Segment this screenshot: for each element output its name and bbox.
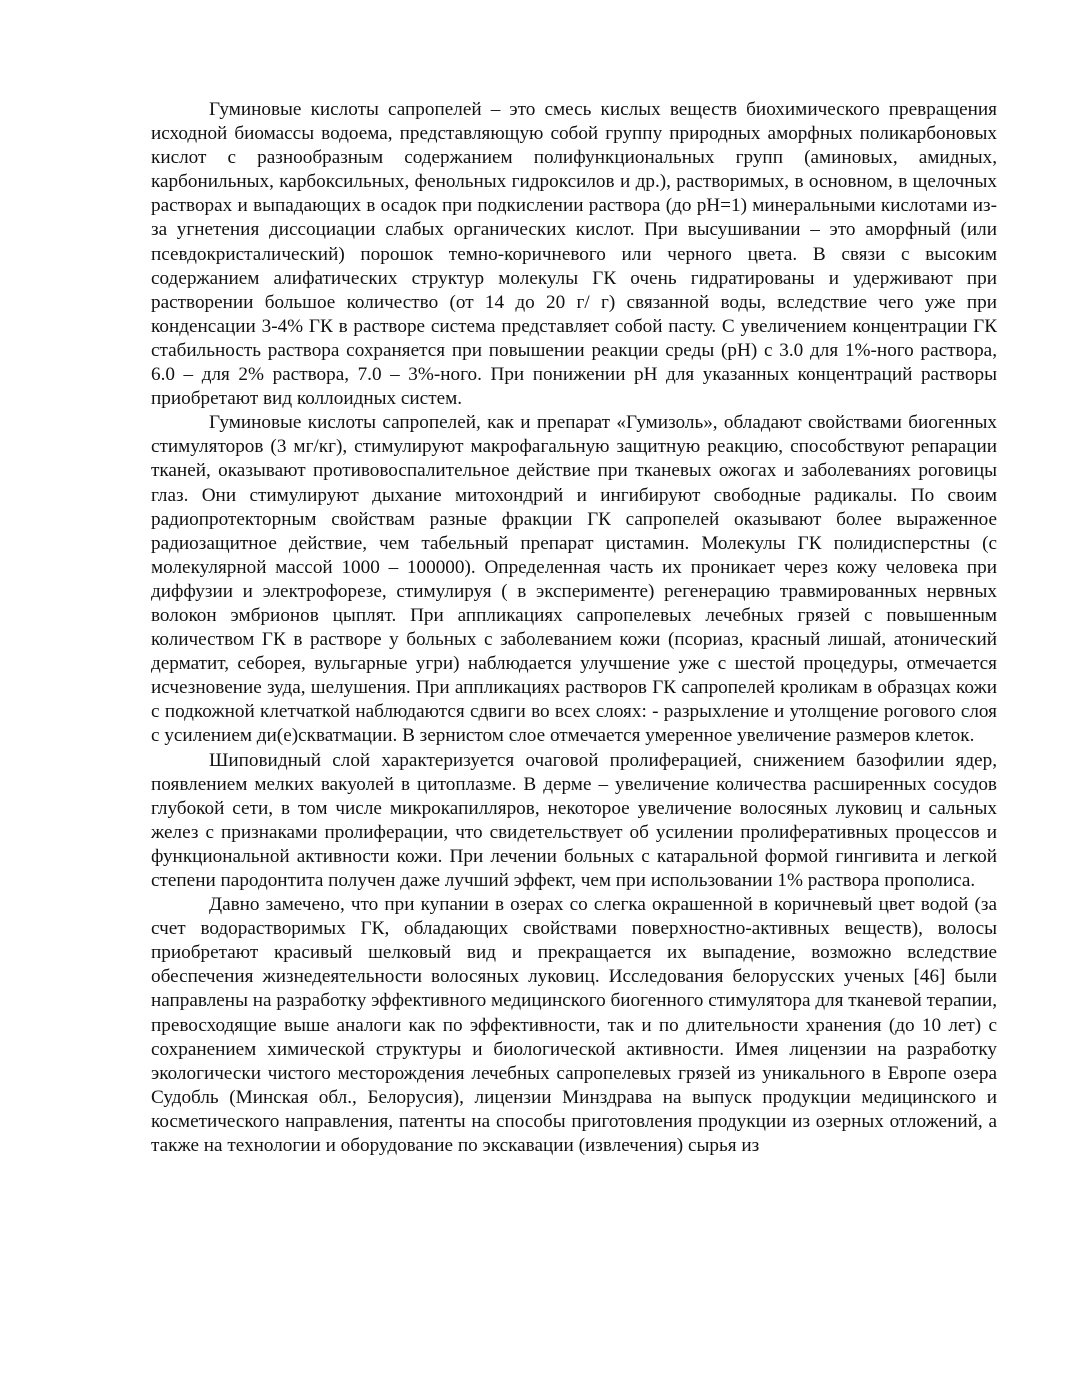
paragraph-humic-acids-definition: Гуминовые кислоты сапропелей – это смесь кислых веществ биохимического превращения исходной биомассы водоема, представляющую собой группу природных аморфных поликарбоновых кислот с разнообразным содержанием полифункциональных групп (аминовых, амидных, карбонильных, карбоксильных, фенольных гидроксилов и др.), растворимых, в основном, в щелочных растворах и выпадающих в осадок при подкислении раствора (до pH=1) минеральными кислотами из-за угнетения диссоциации слабых органических кислот. При высушивании – это аморфный (или псевдокристалический) порошок темно-коричневого или черного цвета. В связи с высоким содержанием алифатических структур молекулы ГК очень гидратированы и удерживают при растворении большое количество (от 14 до 20 г/ г) связанной воды, вследствие чего уже при конденсации 3-4% ГК в растворе система представляет собой пасту. С увеличением концентрации ГК стабильность раствора сохраняется при повышении реакции среды (pH) с 3.0 для 1%-ного раствора, 6.0 – для 2% раствора, 7.0 – 3%-ного. При понижении pH для указанных концентраций растворы приобретают вид коллоидных систем. — [151, 99, 997, 410]
paragraph-bathing-lakes: Давно замечено, что при купании в озерах со слегка окрашенной в коричневый цвет водой (за счет водорастворимых ГК, обладающих свойствами поверхностно-активных веществ), волосы приобретают красивый шелковый вид и прекращается их выпадение, возможно вследствие обеспечения жизнедеятельности волосяных луковиц. Исследования белорусских ученых [46] были направлены на разработку эффективного медицинского биогенного стимулятора для тканевой терапии, превосходящие выше аналоги как по эффективности, так и по длительности хранения (до 10 лет) с сохранением химической структуры и биологической активности. Имея лицензии на разработку экологически чистого месторождения лечебных сапропелевых грязей из уникального в Европе озера Судобль (Минская обл., Белорусия), лицензии Минздрава на выпуск продукции медицинского и косметического направления, патенты на способы приготовления продукции из озерных отложений, а также на технологии и оборудование по экскавации (извлечения) сырья из — [151, 894, 997, 1157]
document-page — [151, 98, 997, 1158]
paragraph-spinous-layer: Шиповидный слой характеризуется очаговой пролиферацией, снижением базофилии ядер, появлением мелких вакуолей в цитоплазме. В дерме – увеличение количества расширенных сосудов глубокой сети, в том числе микрокапилляров, некоторое увеличение волосяных луковиц и сальных желез с признаками пролиферации, что свидетельствует об усилении пролиферативных процессов и функциональной активности кожи. При лечении больных с катаральной формой гингивита и легкой степени пародонтита получен даже лучший эффект, чем при использовании 1% раствора прополиса. — [151, 749, 997, 891]
paragraph-biogenic-stimulators: Гуминовые кислоты сапропелей, как и препарат «Гумизоль», обладают свойствами биогенных стимуляторов (3 мг/кг), стимулируют макрофагальную защитную реакцию, способствуют репарации тканей, оказывают противовоспалительное действие при тканевых ожогах и заболеваниях роговицы глаз. Они стимулируют дыхание митохондрий и ингибируют свободные радикалы. По своим радиопротекторным свойствам разные фракции ГК сапропелей оказывают более выраженное радиозащитное действие, чем табельный препарат цистамин. Молекулы ГК полидисперстны (с молекулярной массой 1000 – 100000). Определенная часть их проникает через кожу человека при диффузии и электрофорезе, стимулируя ( в эксперименте) регенерацию травмированных нервных волокон эмбрионов цыплят. При аппликациях сапропелевых лечебных грязей с повышенным количеством ГК в растворе у больных с заболеванием кожи (псориаз, красный лишай, атонический дерматит, себорея, вульгарные угри) наблюдается улучшение уже с шестой процедуры, отмечается исчезновение зуда, шелушения. При аппликациях растворов ГК сапропелей кроликам в образцах кожи с подкожной клетчаткой наблюдаются сдвиги во всех слоях: - разрыхление и утолщение рогового слоя с усилением ди(е)скватмации. В зернистом слое отмечается умеренное увеличение размеров клеток. — [151, 412, 997, 747]
